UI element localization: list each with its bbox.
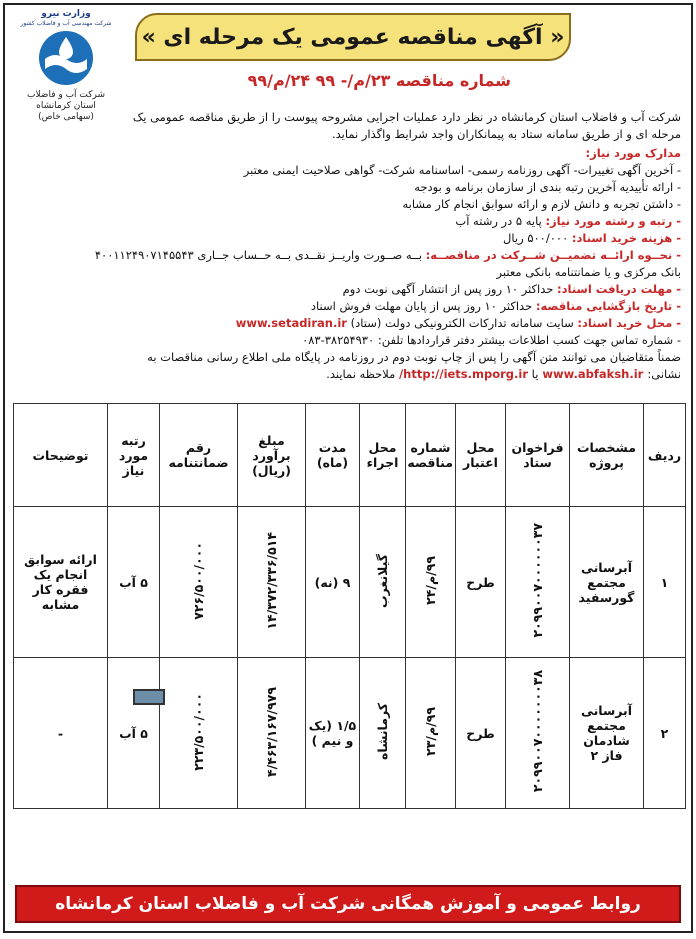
- receive-deadline-label: - مهلت دریافت اسناد:: [557, 282, 681, 296]
- table-row: [14, 507, 686, 658]
- cell-credit: طرح: [456, 658, 506, 809]
- tender-no-value: ۹۹/م/۲۳: [423, 707, 438, 756]
- guarantee-line-2: بانک مرکزی و یا ضمانتنامه بانکی معتبر: [496, 265, 681, 279]
- water-drop-icon: [35, 29, 97, 87]
- documents-label-line: [125, 145, 681, 162]
- logo-company-line-2: استان کرمانشاه: [36, 101, 96, 111]
- col-header-tender-no: شماره مناقصه: [406, 404, 456, 507]
- iets-link[interactable]: http://iets.mporg.ir/: [398, 367, 529, 381]
- col-header-setad-call: فراخوان ستاد: [506, 404, 570, 507]
- abfaksh-link[interactable]: www.abfaksh.ir: [538, 367, 648, 381]
- col-header-estimate: مبلغ برآورد (ریال): [238, 404, 306, 507]
- logo-company-line-1: شرکت آب و فاضلاب: [26, 90, 106, 100]
- setadiran-link[interactable]: www.setadiran.ir: [235, 316, 347, 330]
- logo-ministry: وزارت نیرو: [41, 9, 91, 19]
- purchase-place-line: [125, 315, 681, 332]
- footer-text: روابط عمومی و آموزش همگانی شرکت آب و فاضلاب استان کرمانشاه: [55, 894, 641, 914]
- col-header-notes: توضیحات: [14, 404, 108, 507]
- doc-fee-line: [125, 230, 681, 247]
- tender-no-value: ۹۹/م/۲۴: [423, 556, 438, 605]
- cell-setad-call: [506, 507, 570, 658]
- guarantee-value: ۲۲۳/۵۰۰/۰۰۰: [191, 692, 206, 771]
- documents-item: - آخرین آگهی تغییرات- آگهی روزنامه رسمی- اساسنامه شرکت- گواهی صلاحیت ایمنی معتبر: [243, 163, 681, 177]
- cell-rank: ۵ آب: [108, 507, 160, 658]
- setad-call-value: ۲۰۹۹۰۰۷۰۰۰۰۰۰۰۳۸: [530, 670, 545, 793]
- guarantee-line: [15, 247, 681, 264]
- cell-tender-no: [406, 658, 456, 809]
- cell-duration: ۱/۵ (یک و نیم ): [306, 658, 360, 809]
- location-value: کرمانشاه: [375, 703, 390, 760]
- title-banner: [135, 13, 571, 61]
- cell-estimate: [238, 658, 306, 809]
- opening-date-line: [125, 298, 681, 315]
- receive-deadline-value: حداکثر ۱۰ روز پس از انتشار آگهی نوبت دوم: [342, 282, 557, 296]
- cell-notes: ارائه سوابق انجام یک فقره کار مشابه: [14, 507, 108, 658]
- cell-notes: -: [14, 658, 108, 809]
- cell-tender-no: [406, 507, 456, 658]
- header: [5, 5, 691, 122]
- doc-fee-label: - هزینه خرید اسناد:: [571, 231, 681, 245]
- estimate-value: ۱۴/۳۷۲/۳۳۶/۵۱۴: [264, 531, 279, 630]
- documents-item: - داشتن تجربه و دانش لازم و ارائه سوابق انجام کار مشابه: [402, 197, 681, 211]
- tender-number: شماره مناقصه ۲۳/م/- ۹۹ ۲۴/م/۹۹: [247, 71, 511, 90]
- footer-banner: [15, 885, 681, 923]
- notice-text: ضمناً متقاضیان می توانند متن آگهی را پس از چاپ نوبت دوم در روزنامه در پایگاه ملی اطلاع رسانی مناقصات به نشانی:: [147, 350, 681, 381]
- intro-paragraph: شرکت آب و فاضلاب استان کرمانشاه در نظر دارد عملیات اجرایی مشروحه پیوست را از طریق مناقصه عمومی یک مرحله ای و از طریق سامانه ستاد به پیمانکاران واجد شرایط واگذار نماید.: [132, 110, 681, 141]
- cell-setad-call: [506, 658, 570, 809]
- cell-project: آبرسانی مجتمع شادمان فاز ۲: [570, 658, 644, 809]
- opening-date-label: - تاریخ بازگشایی مناقصه:: [535, 299, 681, 313]
- notice-end: ملاحظه نمایند.: [326, 367, 399, 381]
- contact-line: - شماره تماس جهت کسب اطلاعات بیشتر دفتر قراردادها تلفن: ۳۸۲۵۴۹۳۰-۰۸۳: [302, 333, 681, 347]
- guarantee-value: بــه صــورت واریــز نقــدی بــه حــساب جــاری ۴۰۰۱۱۲۴۹۰۷۱۴۵۵۴۳: [94, 248, 426, 262]
- cell-guarantee: [160, 507, 238, 658]
- col-header-credit: محل اعتبار: [456, 404, 506, 507]
- cell-row: ۲: [644, 658, 686, 809]
- col-header-guarantee: رقم ضمانتنامه: [160, 404, 238, 507]
- cell-duration: ۹ (نه): [306, 507, 360, 658]
- notice-and: یا: [528, 367, 539, 381]
- tender-table: [13, 403, 686, 809]
- rank-line: [125, 213, 681, 230]
- doc-fee-value: ۵۰۰/۰۰۰ ریال: [503, 231, 572, 245]
- documents-label: مدارک مورد نیاز:: [585, 146, 681, 160]
- setad-call-value: ۲۰۹۹۰۰۷۰۰۰۰۰۰۳۷: [530, 523, 545, 638]
- rank-label: - رتبه و رشته مورد نیاز:: [545, 214, 681, 228]
- decorative-box: [133, 689, 165, 705]
- cell-rank: ۵ آب: [108, 658, 160, 809]
- tender-notice-page: [3, 3, 693, 933]
- purchase-place-value: سایت سامانه تدارکات الکترونیکی دولت (ستاد): [346, 316, 578, 330]
- cell-location: [360, 658, 406, 809]
- col-header-project: مشخصات پروژه: [570, 404, 644, 507]
- col-header-rank: رتبه مورد نیاز: [108, 404, 160, 507]
- logo-tagline: شرکت مهندسی آب و فاضلاب کشور: [20, 20, 112, 27]
- banner-title: « آگهی مناقصه عمومی یک مرحله ای »: [141, 24, 565, 50]
- cell-project: آبرسانی مجتمع گورسفید: [570, 507, 644, 658]
- purchase-place-label: - محل خرید اسناد:: [577, 316, 681, 330]
- estimate-value: ۴/۴۶۳/۱۶۷/۹۷۹: [264, 686, 279, 777]
- guarantee-value: ۷۲۶/۵۰۰/۰۰۰: [191, 541, 206, 620]
- logo-company-line-3: (سهامی خاص): [38, 112, 94, 122]
- cell-row: ۱: [644, 507, 686, 658]
- cell-guarantee: [160, 658, 238, 809]
- cell-estimate: [238, 507, 306, 658]
- col-header-row: ردیف: [644, 404, 686, 507]
- cell-credit: طرح: [456, 507, 506, 658]
- notice-paragraph: [125, 349, 681, 383]
- table-row: [14, 658, 686, 809]
- receive-deadline-line: [125, 281, 681, 298]
- opening-date-value: حداکثر ۱۰ روز پس از پایان مهلت فروش اسناد: [310, 299, 536, 313]
- table-header-row: [14, 404, 686, 507]
- cell-location: [360, 507, 406, 658]
- guarantee-label: - نحــوه ارائــه تضمیــن شــرکت در مناقصــه:: [425, 248, 681, 262]
- location-value: گیلانغرب: [375, 553, 390, 608]
- documents-item: - ارائه تأییدیه آخرین رتبه بندی از سازمان برنامه و بودجه: [414, 180, 681, 194]
- notice-body: [5, 105, 691, 383]
- col-header-location: محل اجراء: [360, 404, 406, 507]
- rank-value: پایه ۵ در رشته آب: [455, 214, 546, 228]
- col-header-duration: مدت (ماه): [306, 404, 360, 507]
